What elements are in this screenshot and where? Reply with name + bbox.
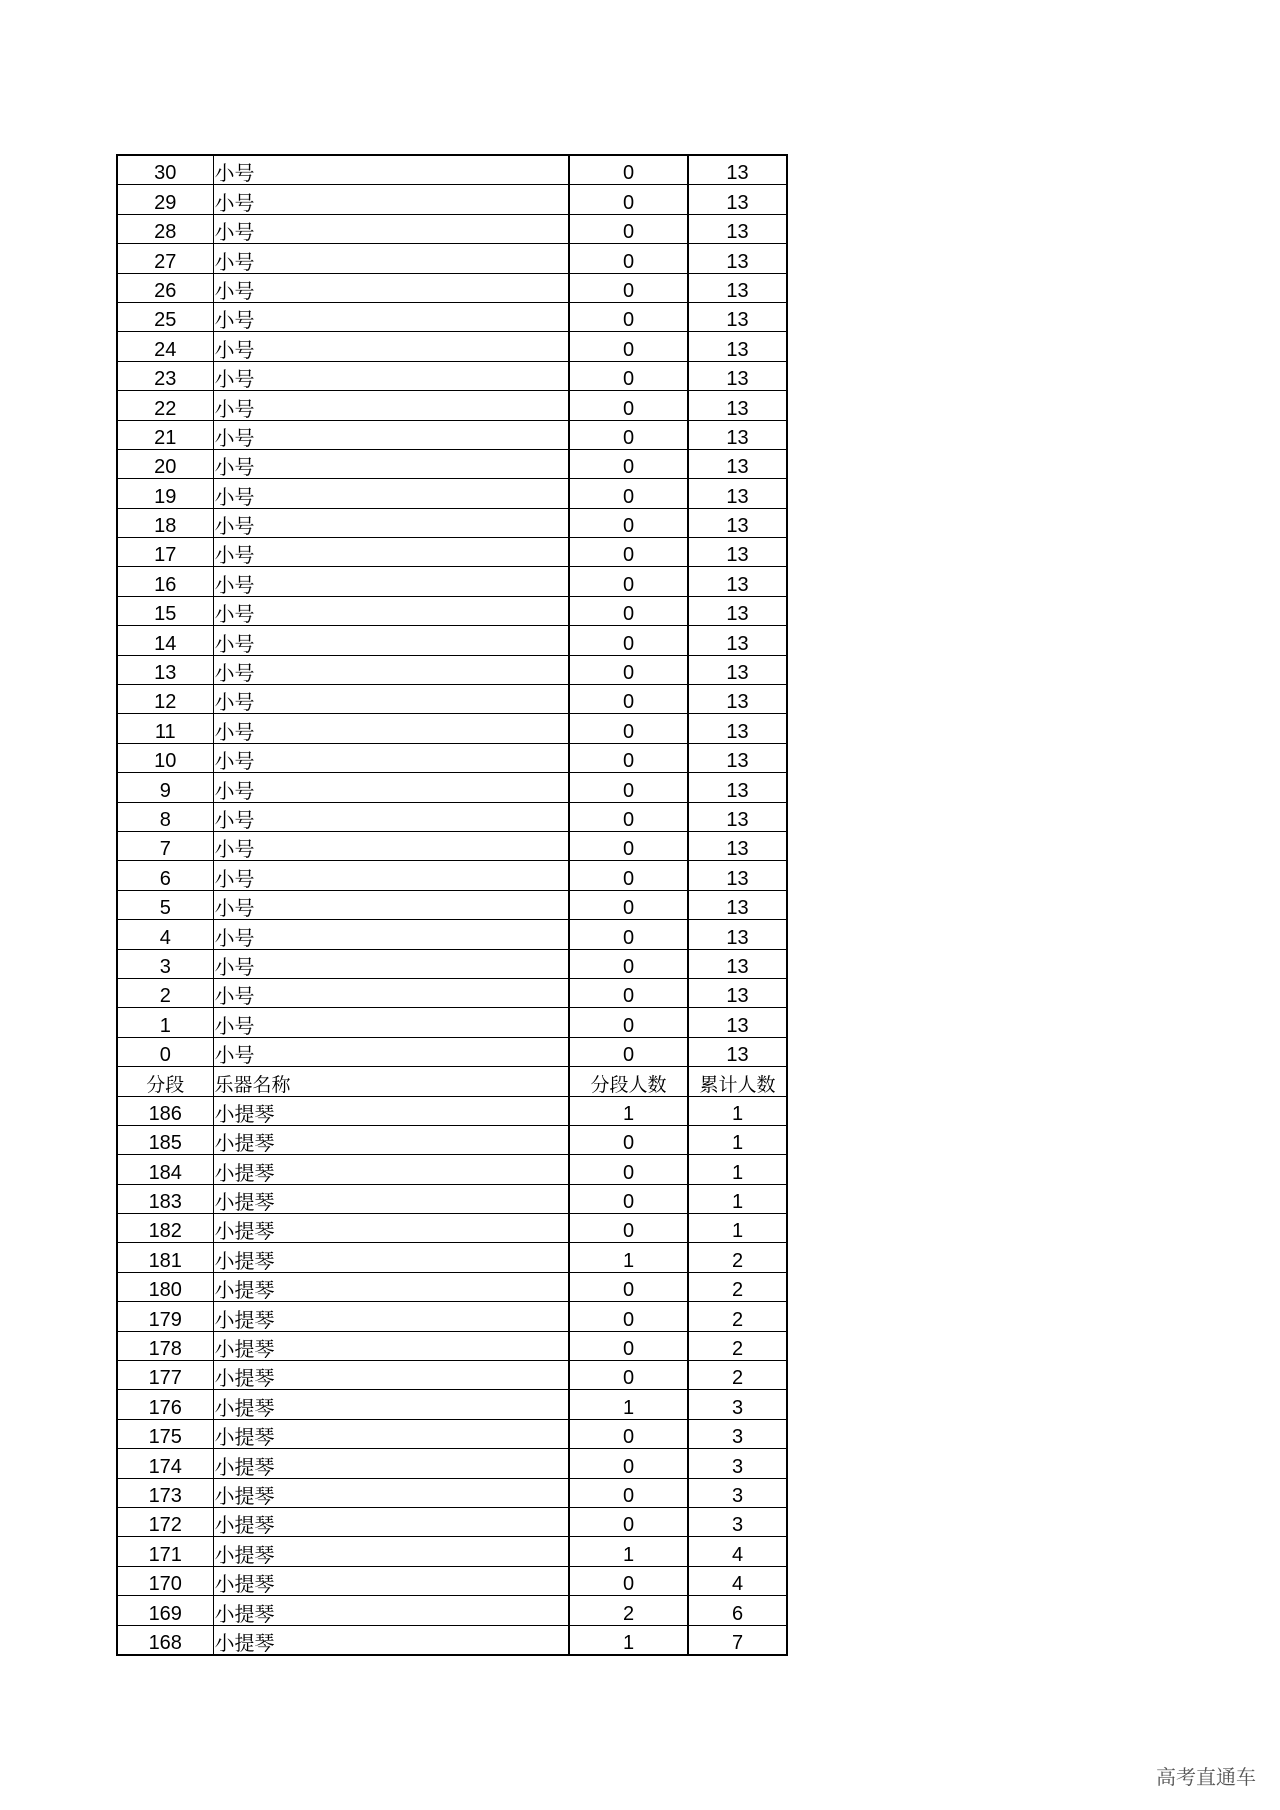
segment-cell: 16 xyxy=(117,567,213,596)
segment-cell: 178 xyxy=(117,1331,213,1360)
instrument-cell: 小提琴 xyxy=(213,1596,569,1625)
table-row xyxy=(117,244,787,273)
segment-cell: 12 xyxy=(117,685,213,714)
count-cell: 0 xyxy=(569,773,688,802)
segment-cell: 24 xyxy=(117,332,213,361)
table-row xyxy=(117,1096,787,1125)
table-row xyxy=(117,185,787,214)
segment-cell: 168 xyxy=(117,1625,213,1655)
table-row xyxy=(117,1449,787,1478)
instrument-cell: 小提琴 xyxy=(213,1096,569,1125)
count-cell: 1 xyxy=(569,1096,688,1125)
instrument-cell: 小号 xyxy=(213,244,569,273)
instrument-cell: 小号 xyxy=(213,361,569,390)
segment-cell: 180 xyxy=(117,1272,213,1301)
count-cell: 0 xyxy=(569,244,688,273)
segment-cell: 15 xyxy=(117,596,213,625)
cumulative-cell: 13 xyxy=(688,861,787,890)
cumulative-cell: 13 xyxy=(688,949,787,978)
instrument-cell: 小号 xyxy=(213,626,569,655)
segment-cell: 0 xyxy=(117,1037,213,1066)
count-cell: 0 xyxy=(569,155,688,185)
table-row xyxy=(117,1125,787,1154)
watermark-text: 高考直通车 xyxy=(1156,1765,1256,1789)
cumulative-cell: 13 xyxy=(688,302,787,331)
table-row xyxy=(117,743,787,772)
instrument-cell: 小号 xyxy=(213,420,569,449)
table-row xyxy=(117,1243,787,1272)
table-row xyxy=(117,890,787,919)
instrument-cell: 小号 xyxy=(213,773,569,802)
instrument-cell: 小提琴 xyxy=(213,1243,569,1272)
cumulative-cell: 7 xyxy=(688,1625,787,1655)
table-row xyxy=(117,1008,787,1037)
cumulative-cell: 2 xyxy=(688,1331,787,1360)
instrument-cell: 小号 xyxy=(213,1008,569,1037)
table-row xyxy=(117,1302,787,1331)
segment-cell: 173 xyxy=(117,1478,213,1507)
count-cell: 0 xyxy=(569,743,688,772)
table-row xyxy=(117,1155,787,1184)
segment-cell: 175 xyxy=(117,1419,213,1448)
segment-cell: 5 xyxy=(117,890,213,919)
count-cell: 0 xyxy=(569,479,688,508)
table-row xyxy=(117,508,787,537)
segment-cell: 18 xyxy=(117,508,213,537)
segment-cell: 19 xyxy=(117,479,213,508)
count-cell: 0 xyxy=(569,1037,688,1066)
cumulative-cell: 13 xyxy=(688,449,787,478)
instrument-cell: 小号 xyxy=(213,743,569,772)
instrument-cell: 小号 xyxy=(213,302,569,331)
cumulative-cell: 13 xyxy=(688,538,787,567)
segment-cell: 174 xyxy=(117,1449,213,1478)
table-row xyxy=(117,596,787,625)
cumulative-cell: 13 xyxy=(688,743,787,772)
segment-cell: 25 xyxy=(117,302,213,331)
segment-cell: 3 xyxy=(117,949,213,978)
cumulative-cell: 1 xyxy=(688,1184,787,1213)
instrument-cell: 小提琴 xyxy=(213,1507,569,1536)
table-row xyxy=(117,538,787,567)
table-row xyxy=(117,1566,787,1595)
instrument-cell: 小提琴 xyxy=(213,1537,569,1566)
count-cell: 0 xyxy=(569,1214,688,1243)
count-cell: 0 xyxy=(569,538,688,567)
count-cell: 0 xyxy=(569,302,688,331)
segment-cell: 2 xyxy=(117,978,213,1007)
count-cell: 0 xyxy=(569,831,688,860)
cumulative-cell: 13 xyxy=(688,773,787,802)
instrument-cell: 小提琴 xyxy=(213,1155,569,1184)
table-row xyxy=(117,1037,787,1066)
segment-cell: 28 xyxy=(117,214,213,243)
table-row xyxy=(117,1184,787,1213)
count-cell: 1 xyxy=(569,1625,688,1655)
segment-cell: 27 xyxy=(117,244,213,273)
count-cell: 0 xyxy=(569,449,688,478)
count-cell: 0 xyxy=(569,655,688,684)
segment-cell: 23 xyxy=(117,361,213,390)
table-row xyxy=(117,1596,787,1625)
table-row xyxy=(117,391,787,420)
count-cell: 0 xyxy=(569,273,688,302)
cumulative-cell: 13 xyxy=(688,596,787,625)
instrument-cell: 小提琴 xyxy=(213,1184,569,1213)
segment-cell: 6 xyxy=(117,861,213,890)
count-cell: 0 xyxy=(569,214,688,243)
count-cell: 0 xyxy=(569,949,688,978)
segment-cell: 17 xyxy=(117,538,213,567)
segment-cell: 30 xyxy=(117,155,213,185)
instrument-cell: 小提琴 xyxy=(213,1449,569,1478)
count-cell: 0 xyxy=(569,391,688,420)
count-cell: 0 xyxy=(569,1331,688,1360)
trumpet-rows xyxy=(117,155,787,1067)
count-cell: 1 xyxy=(569,1537,688,1566)
instrument-cell: 小号 xyxy=(213,391,569,420)
instrument-cell: 小号 xyxy=(213,802,569,831)
cumulative-cell: 13 xyxy=(688,332,787,361)
instrument-cell: 小号 xyxy=(213,567,569,596)
table-row xyxy=(117,1214,787,1243)
cumulative-cell: 3 xyxy=(688,1507,787,1536)
cumulative-cell: 13 xyxy=(688,831,787,860)
table-row xyxy=(117,567,787,596)
count-cell: 0 xyxy=(569,714,688,743)
header-instrument: 乐器名称 xyxy=(213,1067,569,1096)
cumulative-cell: 6 xyxy=(688,1596,787,1625)
segment-cell: 170 xyxy=(117,1566,213,1595)
count-cell: 0 xyxy=(569,332,688,361)
cumulative-cell: 13 xyxy=(688,185,787,214)
table-row xyxy=(117,1331,787,1360)
table-row xyxy=(117,273,787,302)
cumulative-cell: 13 xyxy=(688,244,787,273)
score-distribution-table xyxy=(116,154,788,1656)
segment-cell: 8 xyxy=(117,802,213,831)
segment-cell: 169 xyxy=(117,1596,213,1625)
instrument-cell: 小号 xyxy=(213,949,569,978)
table-row xyxy=(117,978,787,1007)
table-row xyxy=(117,714,787,743)
segment-cell: 21 xyxy=(117,420,213,449)
cumulative-cell: 1 xyxy=(688,1125,787,1154)
cumulative-cell: 13 xyxy=(688,685,787,714)
count-cell: 0 xyxy=(569,1507,688,1536)
count-cell: 0 xyxy=(569,420,688,449)
instrument-cell: 小号 xyxy=(213,538,569,567)
segment-cell: 1 xyxy=(117,1008,213,1037)
table-row xyxy=(117,1537,787,1566)
cumulative-cell: 13 xyxy=(688,890,787,919)
table-row xyxy=(117,420,787,449)
instrument-cell: 小号 xyxy=(213,1037,569,1066)
segment-cell: 181 xyxy=(117,1243,213,1272)
segment-cell: 10 xyxy=(117,743,213,772)
table-row xyxy=(117,1419,787,1448)
instrument-cell: 小号 xyxy=(213,890,569,919)
segment-cell: 14 xyxy=(117,626,213,655)
cumulative-cell: 13 xyxy=(688,361,787,390)
cumulative-cell: 13 xyxy=(688,155,787,185)
count-cell: 0 xyxy=(569,1302,688,1331)
instrument-cell: 小号 xyxy=(213,273,569,302)
instrument-cell: 小号 xyxy=(213,185,569,214)
table-row xyxy=(117,1361,787,1390)
instrument-cell: 小提琴 xyxy=(213,1302,569,1331)
instrument-cell: 小号 xyxy=(213,479,569,508)
table-row xyxy=(117,214,787,243)
cumulative-cell: 13 xyxy=(688,273,787,302)
instrument-cell: 小提琴 xyxy=(213,1125,569,1154)
instrument-cell: 小提琴 xyxy=(213,1566,569,1595)
cumulative-cell: 13 xyxy=(688,214,787,243)
table-row xyxy=(117,949,787,978)
segment-cell: 172 xyxy=(117,1507,213,1536)
instrument-cell: 小号 xyxy=(213,214,569,243)
table-row xyxy=(117,773,787,802)
count-cell: 0 xyxy=(569,1419,688,1448)
table-row xyxy=(117,361,787,390)
instrument-cell: 小号 xyxy=(213,332,569,361)
table-row xyxy=(117,449,787,478)
instrument-cell: 小提琴 xyxy=(213,1625,569,1655)
segment-cell: 183 xyxy=(117,1184,213,1213)
table-row xyxy=(117,920,787,949)
count-cell: 0 xyxy=(569,1566,688,1595)
cumulative-cell: 13 xyxy=(688,420,787,449)
count-cell: 0 xyxy=(569,626,688,655)
cumulative-cell: 13 xyxy=(688,655,787,684)
count-cell: 0 xyxy=(569,1449,688,1478)
cumulative-cell: 13 xyxy=(688,479,787,508)
segment-cell: 11 xyxy=(117,714,213,743)
segment-cell: 13 xyxy=(117,655,213,684)
cumulative-cell: 13 xyxy=(688,508,787,537)
segment-cell: 186 xyxy=(117,1096,213,1125)
cumulative-cell: 4 xyxy=(688,1537,787,1566)
table-row xyxy=(117,1507,787,1536)
count-cell: 0 xyxy=(569,1272,688,1301)
count-cell: 0 xyxy=(569,1008,688,1037)
table-row xyxy=(117,479,787,508)
segment-cell: 20 xyxy=(117,449,213,478)
count-cell: 0 xyxy=(569,508,688,537)
header-segment: 分段 xyxy=(117,1067,213,1096)
segment-cell: 7 xyxy=(117,831,213,860)
count-cell: 0 xyxy=(569,1125,688,1154)
header-cumulative: 累计人数 xyxy=(688,1067,787,1096)
count-cell: 0 xyxy=(569,185,688,214)
segment-cell: 29 xyxy=(117,185,213,214)
table-row xyxy=(117,655,787,684)
table-row xyxy=(117,1272,787,1301)
table-row xyxy=(117,332,787,361)
table-row xyxy=(117,802,787,831)
instrument-cell: 小号 xyxy=(213,685,569,714)
count-cell: 0 xyxy=(569,1184,688,1213)
segment-cell: 26 xyxy=(117,273,213,302)
instrument-cell: 小号 xyxy=(213,596,569,625)
table-row xyxy=(117,302,787,331)
cumulative-cell: 1 xyxy=(688,1155,787,1184)
table-row xyxy=(117,861,787,890)
segment-cell: 9 xyxy=(117,773,213,802)
cumulative-cell: 13 xyxy=(688,978,787,1007)
cumulative-cell: 13 xyxy=(688,802,787,831)
count-cell: 0 xyxy=(569,361,688,390)
cumulative-cell: 1 xyxy=(688,1096,787,1125)
segment-cell: 176 xyxy=(117,1390,213,1419)
cumulative-cell: 3 xyxy=(688,1390,787,1419)
segment-cell: 22 xyxy=(117,391,213,420)
count-cell: 1 xyxy=(569,1390,688,1419)
count-cell: 0 xyxy=(569,978,688,1007)
cumulative-cell: 1 xyxy=(688,1214,787,1243)
instrument-cell: 小提琴 xyxy=(213,1390,569,1419)
count-cell: 0 xyxy=(569,596,688,625)
table-row xyxy=(117,155,787,185)
instrument-cell: 小提琴 xyxy=(213,1419,569,1448)
violin-rows xyxy=(117,1096,787,1655)
table-row xyxy=(117,1390,787,1419)
cumulative-cell: 3 xyxy=(688,1478,787,1507)
cumulative-cell: 13 xyxy=(688,626,787,655)
table-header xyxy=(117,1067,787,1096)
header-count: 分段人数 xyxy=(569,1067,688,1096)
count-cell: 1 xyxy=(569,1243,688,1272)
instrument-cell: 小号 xyxy=(213,508,569,537)
count-cell: 0 xyxy=(569,802,688,831)
segment-cell: 184 xyxy=(117,1155,213,1184)
cumulative-cell: 13 xyxy=(688,567,787,596)
segment-cell: 182 xyxy=(117,1214,213,1243)
cumulative-cell: 13 xyxy=(688,1008,787,1037)
instrument-cell: 小号 xyxy=(213,861,569,890)
instrument-cell: 小提琴 xyxy=(213,1214,569,1243)
instrument-cell: 小号 xyxy=(213,449,569,478)
cumulative-cell: 2 xyxy=(688,1243,787,1272)
instrument-cell: 小号 xyxy=(213,714,569,743)
segment-cell: 171 xyxy=(117,1537,213,1566)
instrument-cell: 小号 xyxy=(213,920,569,949)
count-cell: 0 xyxy=(569,920,688,949)
table-row xyxy=(117,1625,787,1655)
count-cell: 0 xyxy=(569,890,688,919)
count-cell: 0 xyxy=(569,861,688,890)
segment-cell: 179 xyxy=(117,1302,213,1331)
instrument-cell: 小提琴 xyxy=(213,1361,569,1390)
segment-cell: 185 xyxy=(117,1125,213,1154)
instrument-cell: 小号 xyxy=(213,655,569,684)
instrument-cell: 小提琴 xyxy=(213,1331,569,1360)
count-cell: 0 xyxy=(569,1361,688,1390)
table-row xyxy=(117,1478,787,1507)
segment-cell: 4 xyxy=(117,920,213,949)
cumulative-cell: 13 xyxy=(688,1037,787,1066)
cumulative-cell: 13 xyxy=(688,391,787,420)
table-row xyxy=(117,685,787,714)
instrument-cell: 小提琴 xyxy=(213,1478,569,1507)
cumulative-cell: 2 xyxy=(688,1272,787,1301)
segment-cell: 177 xyxy=(117,1361,213,1390)
cumulative-cell: 4 xyxy=(688,1566,787,1595)
table-row xyxy=(117,626,787,655)
cumulative-cell: 3 xyxy=(688,1419,787,1448)
count-cell: 0 xyxy=(569,1478,688,1507)
cumulative-cell: 2 xyxy=(688,1361,787,1390)
cumulative-cell: 2 xyxy=(688,1302,787,1331)
header-row xyxy=(117,1067,787,1096)
cumulative-cell: 3 xyxy=(688,1449,787,1478)
count-cell: 0 xyxy=(569,567,688,596)
count-cell: 0 xyxy=(569,1155,688,1184)
instrument-cell: 小号 xyxy=(213,978,569,1007)
cumulative-cell: 13 xyxy=(688,920,787,949)
instrument-cell: 小号 xyxy=(213,155,569,185)
cumulative-cell: 13 xyxy=(688,714,787,743)
instrument-cell: 小号 xyxy=(213,831,569,860)
count-cell: 0 xyxy=(569,685,688,714)
table-row xyxy=(117,831,787,860)
instrument-cell: 小提琴 xyxy=(213,1272,569,1301)
count-cell: 2 xyxy=(569,1596,688,1625)
